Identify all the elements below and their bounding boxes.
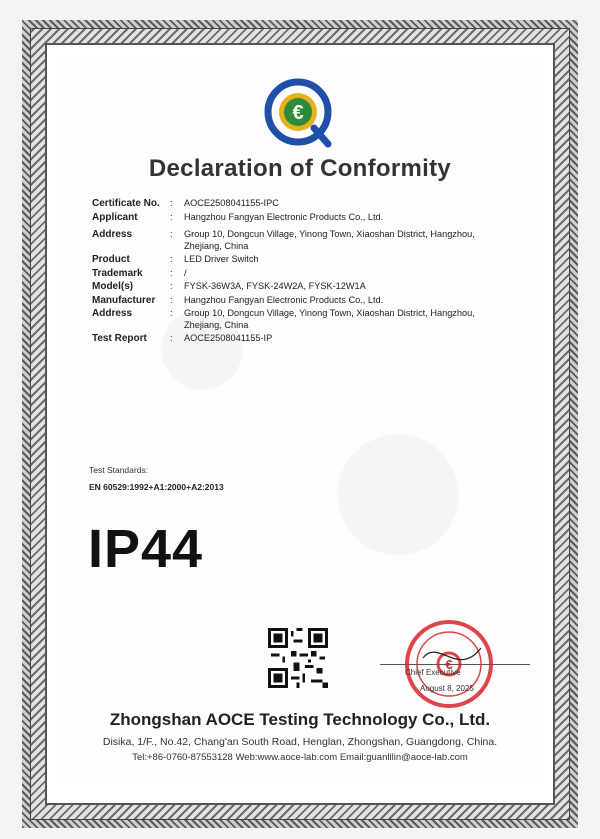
test-standards-value: EN 60529:1992+A1:2000+A2:2013 bbox=[89, 482, 224, 492]
aoce-logo-icon bbox=[264, 78, 336, 148]
field-colon: : bbox=[170, 198, 173, 208]
field-value: LED Driver Switch bbox=[184, 254, 259, 264]
test-standards-label: Test Standards: bbox=[89, 465, 149, 475]
ip-rating: IP44 bbox=[88, 519, 204, 579]
field-value: Hangzhou Fangyan Electronic Products Co., Ltd. bbox=[184, 211, 384, 222]
field-colon: : bbox=[170, 254, 173, 264]
issuer-address: Disika, 1/F., No.42, Chang'an South Road, Henglan, Zhongshan, Guangdong, China. bbox=[102, 736, 498, 748]
field-value bbox=[184, 229, 532, 252]
field-label: Address bbox=[92, 308, 133, 319]
field-colon: : bbox=[170, 333, 173, 343]
issuer-company-name: Zhongshan AOCE Testing Technology Co., Ltd. bbox=[109, 710, 491, 729]
field-value-line2: Zhejiang, China bbox=[184, 240, 249, 251]
svg-text:€: € bbox=[445, 657, 453, 672]
field-colon: : bbox=[170, 211, 173, 222]
svg-text:€: € bbox=[292, 102, 304, 124]
field-label: Test Report bbox=[92, 333, 147, 344]
signature-date: August 8, 2025 bbox=[420, 684, 474, 693]
issuer-contact: Tel:+86-0760-87553128 Web:www.aoce-lab.com Email:guanlilin@aoce-lab.com bbox=[132, 752, 468, 763]
field-colon: : bbox=[170, 229, 173, 239]
field-colon: : bbox=[170, 281, 173, 291]
field-colon: : bbox=[170, 294, 173, 305]
field-label: Address bbox=[92, 229, 133, 240]
field-value: AOCE2508041155-IPC bbox=[184, 198, 279, 208]
field-models bbox=[92, 281, 532, 293]
field-value bbox=[184, 308, 532, 331]
page-title: Declaration of Conformity bbox=[148, 155, 452, 182]
field-applicant-address bbox=[92, 229, 532, 252]
certificate-fields bbox=[92, 198, 532, 347]
signatory-title: Chief Executive bbox=[405, 668, 461, 677]
company-seal-stamp bbox=[403, 618, 495, 710]
field-label: Manufacturer bbox=[92, 294, 156, 306]
field-trademark bbox=[92, 268, 532, 280]
field-product bbox=[92, 254, 532, 266]
field-value: AOCE2508041155-IP bbox=[184, 333, 273, 343]
field-manufacturer bbox=[92, 295, 532, 307]
field-manufacturer-address bbox=[92, 308, 532, 331]
field-value: Hangzhou Fangyan Electronic Products Co., Ltd. bbox=[184, 294, 384, 305]
field-value-line1: Group 10, Dongcun Village, Yinong Town, Xiaoshan District, Hangzhou, bbox=[184, 308, 475, 318]
field-colon: : bbox=[170, 267, 173, 278]
field-value: FYSK-36W3A, FYSK-24W2A, FYSK-12W1A bbox=[184, 281, 366, 291]
field-applicant bbox=[92, 212, 532, 224]
field-label: Trademark bbox=[92, 267, 143, 279]
field-value-line2: Zhejiang, China bbox=[184, 319, 249, 330]
field-certificate-no bbox=[92, 198, 532, 210]
field-value-line1: Group 10, Dongcun Village, Yinong Town, Xiaoshan District, Hangzhou, bbox=[184, 229, 475, 239]
field-label: Applicant bbox=[92, 211, 138, 223]
field-label: Product bbox=[92, 254, 130, 265]
field-label: Model(s) bbox=[92, 281, 134, 292]
field-label: Certificate No. bbox=[92, 198, 160, 209]
field-colon: : bbox=[170, 308, 173, 318]
field-value: / bbox=[184, 267, 187, 278]
field-test-report bbox=[92, 333, 532, 345]
qr-code-icon[interactable] bbox=[268, 628, 328, 688]
